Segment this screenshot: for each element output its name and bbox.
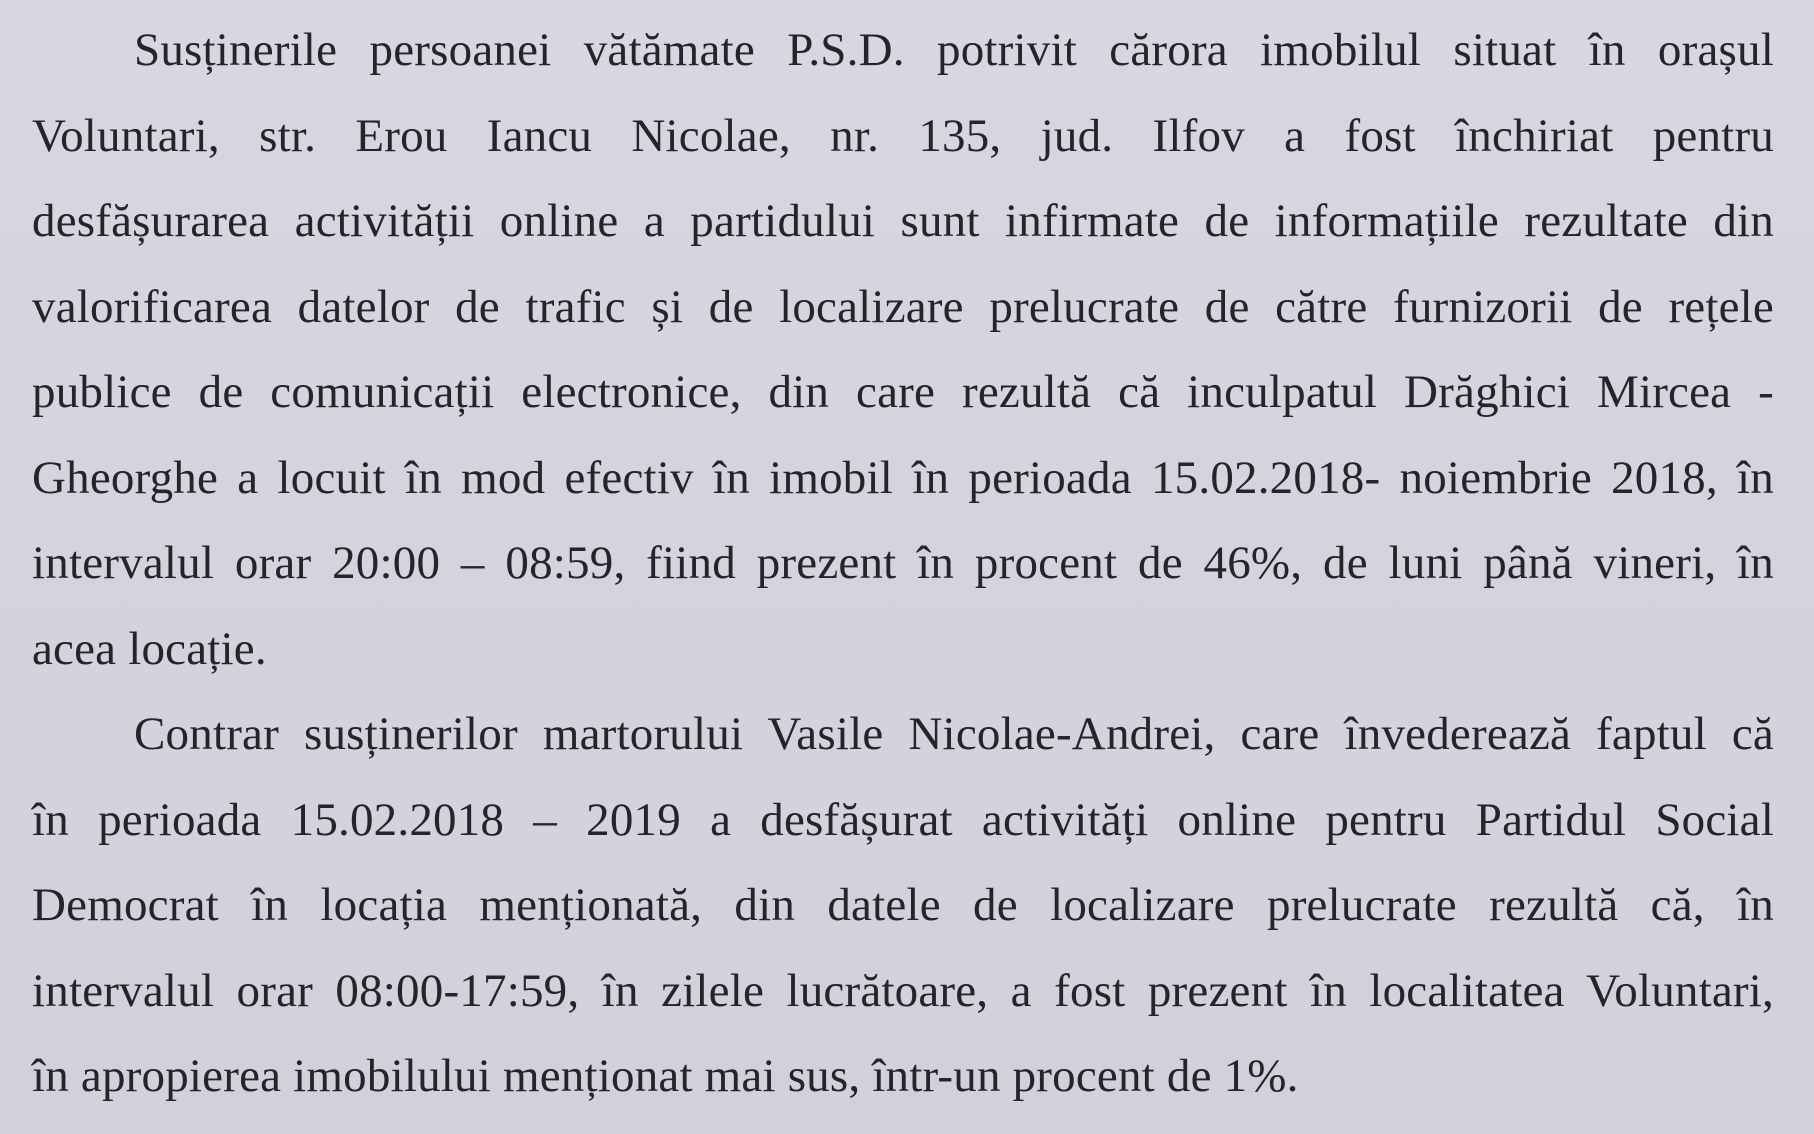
text-line: în perioada 15.02.2018 – 2019 a desfășurat activități online pentru Partidul Social — [32, 793, 1774, 846]
text-line: intervalul orar 08:00-17:59, în zilele lucrătoare, a fost prezent în localitatea Voluntari, — [32, 964, 1774, 1017]
text-line: în apropierea imobilului menționat mai sus, într-un procent de 1%. — [32, 1050, 1299, 1102]
text-line: Gheorghe a locuit în mod efectiv în imobil în perioada 15.02.2018- noiembrie 2018, în — [32, 451, 1774, 504]
text-line: Voluntari, str. Erou Iancu Nicolae, nr. 135, jud. Ilfov a fost închiriat pentru — [32, 109, 1774, 162]
paragraph-martor — [32, 692, 1774, 1120]
text-line: Susținerile persoanei vătămate P.S.D. potrivit cărora imobilul situat în orașul — [134, 24, 1774, 76]
text-line: publice de comunicații electronice, din care rezultă că inculpatul Drăghici Mircea - — [32, 366, 1774, 418]
text-line: intervalul orar 20:00 – 08:59, fiind prezent în procent de 46%, de luni până vineri, în — [32, 537, 1774, 589]
text-line: acea locație. — [32, 622, 267, 675]
text-line: Democrat în locația menționată, din datele de localizare prelucrate rezultă că, în — [32, 879, 1774, 931]
paragraph-persoana-vatamata — [32, 8, 1774, 692]
text-line: Contrar susținerilor martorului Vasile Nicolae-Andrei, care învederează faptul că — [134, 708, 1774, 760]
text-line: desfășurarea activității online a partidului sunt infirmate de informațiile rezultate din — [32, 195, 1774, 247]
text-line: valorificarea datelor de trafic și de localizare prelucrate de către furnizorii de rețele — [32, 280, 1774, 333]
